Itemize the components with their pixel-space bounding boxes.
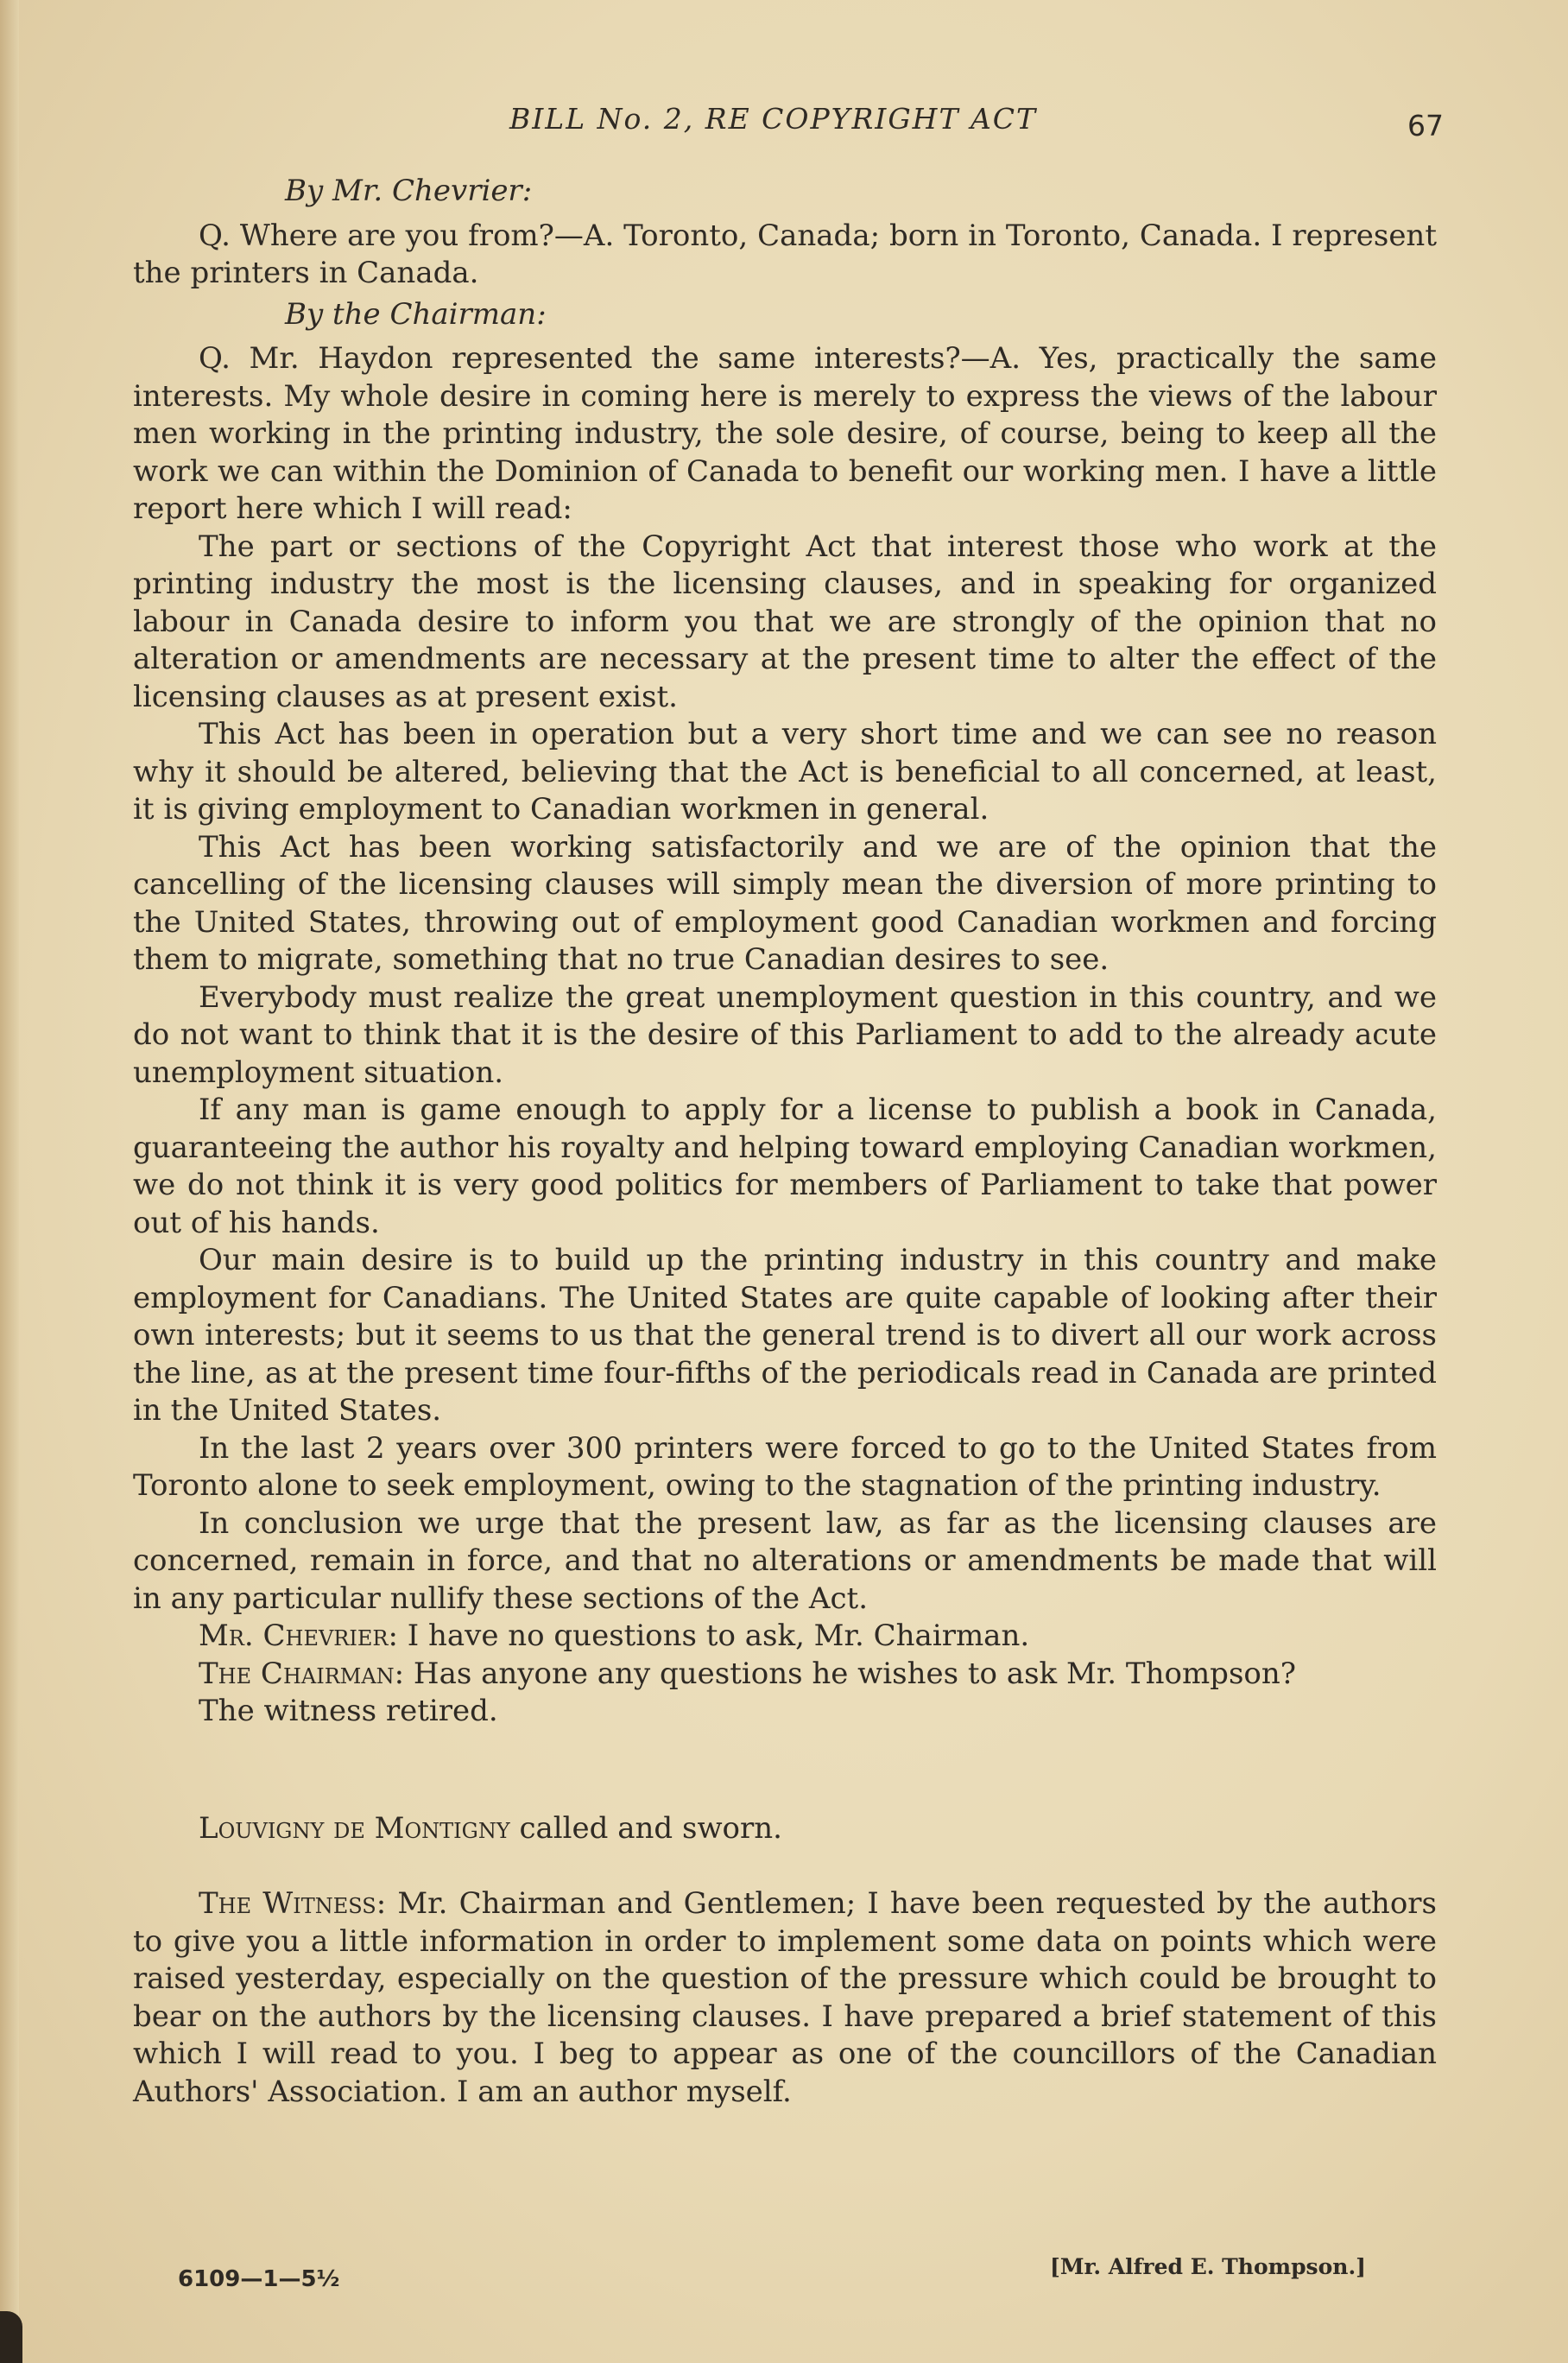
exchange-text: : Has anyone any questions he wishes to ask Mr. Thompson? xyxy=(394,1656,1296,1691)
exchange-paragraph xyxy=(133,1618,1437,1656)
report-paragraph: Our main desire is to build up the printing industry in this country and make employment for Canadians. The United States are quite capable of looking after their own interests; but it seems to us that the general trend is to divert all our work across the line, as at the present time four-fifths of the periodicals read in Canada are printed in the United States. xyxy=(133,1243,1437,1428)
report-paragraph: If any man is game enough to apply for a license to publish a book in Canada, guaranteeing the author his royalty and helping toward employing Canadian workmen, we do not think it is very good politics for members of Parliament to take that power out of his hands. xyxy=(133,1093,1437,1240)
page-number: 67 xyxy=(1407,109,1444,143)
binding-edge xyxy=(0,0,19,2363)
called-text: called and sworn. xyxy=(509,1810,782,1846)
speaker-attribution: [Mr. Alfred E. Thompson.] xyxy=(1050,2254,1367,2279)
exchange-text: : I have no questions to ask, Mr. Chairman. xyxy=(388,1619,1030,1653)
witness-called xyxy=(133,1810,1437,1848)
witness-statement xyxy=(133,1885,1437,2111)
witness-name: Louvigny de Montigny xyxy=(199,1810,510,1846)
speaker-name: The Witness xyxy=(199,1886,376,1921)
page-corner-shadow xyxy=(0,2311,22,2363)
report-paragraph: The part or sections of the Copyright Act that interest those who work at the printing industry the most is the licensing clauses, and in speaking for organized labour in Canada desire to inform you that we are strongly of the opinion that no alteration or amendments are necessary at the present time to alter the effect of the licensing clauses as at present exist. xyxy=(133,529,1437,714)
exchange-paragraph xyxy=(133,1656,1437,1694)
body-text xyxy=(133,169,1437,2111)
retired-note: The witness retired. xyxy=(199,1694,498,1728)
speaker-heading: By Mr. Chevrier: xyxy=(285,174,533,208)
report-paragraph: Everybody must realize the great unemployment question in this country, and we do not want to think that it is the desire of this Parliament to add to the already acute unemployment situation. xyxy=(133,979,1437,1090)
running-head: BILL No. 2, RE COPYRIGHT ACT xyxy=(509,102,1038,136)
speaker-heading: By the Chairman: xyxy=(285,296,547,332)
report-paragraph: In conclusion we urge that the present law, as far as the licensing clauses are concerned, remain in force, and that no alterations or amendments be made that will in any particular nullify these sections of the Act. xyxy=(133,1505,1437,1616)
statement-text: : Mr. Chairman and Gentlemen; I have been requested by the authors to give you a little information in order to implement some data on points which were raised yesterday, especially on the question of the pressure which could be brought to bear on the authors by the licensing clauses. I have prepared a brief statement of this which I will read to you. I beg to appear as one of the councillors of the Canadian Authors' Association. I am an author myself. xyxy=(133,1886,1437,2109)
page-header xyxy=(0,102,1568,145)
report-paragraph: This Act has been working satisfactorily and we are of the opinion that the cancelling of the licensing clauses will simply mean the diversion of more printing to the United States, throwing out of employment good Canadian workmen and forcing them to migrate, something that no true Canadian desires to see. xyxy=(133,829,1437,977)
qa-paragraph: Q. Mr. Haydon represented the same interests?—A. Yes, practically the same interests. My whole desire in coming here is merely to express the views of the labour men working in the printing industry, the sole desire, of course, being to keep all the work we can within the Dominion of Canada to benefit our working men. I have a little report here which I will read: xyxy=(133,341,1437,526)
report-paragraph: In the last 2 years over 300 printers were forced to go to the United States from Toronto alone to seek employment, owing to the stagnation of the printing industry. xyxy=(133,1430,1437,1503)
printer-signature: 6109—1—5½ xyxy=(178,2266,340,2292)
qa-paragraph: Q. Where are you from?—A. Toronto, Canada; born in Toronto, Canada. I represent the printers in Canada. xyxy=(133,218,1437,290)
speaker-name: Mr. Chevrier xyxy=(199,1619,389,1653)
report-paragraph: This Act has been in operation but a very short time and we can see no reason why it should be altered, believing that the Act is beneficial to all concerned, at least, it is giving employment to Canadian workmen in general. xyxy=(133,717,1437,827)
speaker-name: The Chairman xyxy=(199,1656,395,1691)
